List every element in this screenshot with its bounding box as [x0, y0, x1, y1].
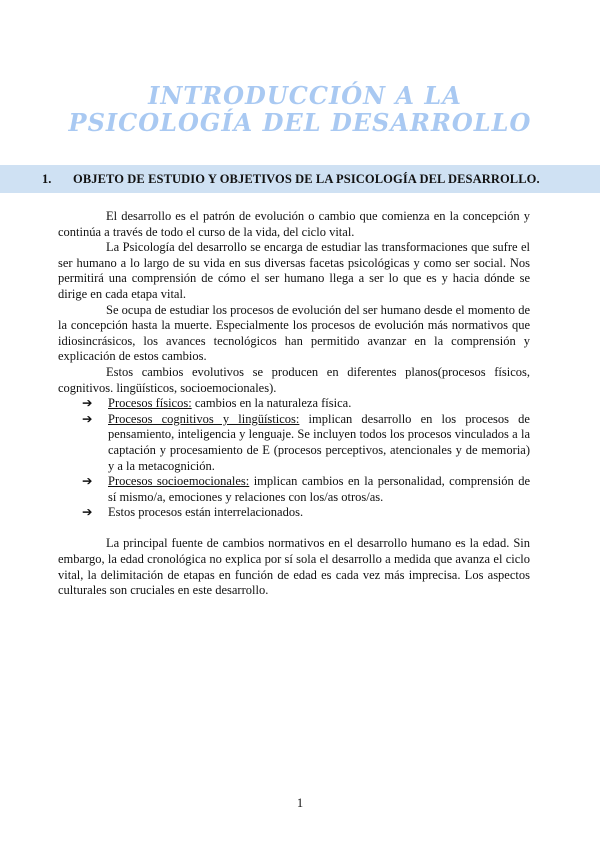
list-item — [82, 474, 530, 505]
page-number: 1 — [296, 796, 304, 810]
arrow-right-icon: ➔ — [82, 474, 93, 489]
arrow-right-icon: ➔ — [82, 505, 93, 520]
list-item — [82, 505, 530, 521]
list-item-term: Procesos socioemocionales: — [108, 474, 250, 489]
paragraph: Se ocupa de estudiar los procesos de evolución del ser humano desde el momento de la concepción hasta la muerte. Especialmente los procesos de evolución más normativos que idiosincrásicos, los avances tecnológicos han permitido avanzar en la comprensión y explicación de estos cambios. — [58, 302, 530, 364]
list-item-term: Procesos cognitivos y lingüísticos: — [108, 411, 300, 426]
list-item-text: implican desarrollo en los procesos de pensamiento, inteligencia y lenguaje. Se incluyen todos los procesos vinculados a la captación y procesamiento de E (procesos perceptivos, atencionales y de memoria) y a la metacognición. — [108, 411, 530, 473]
document-body — [58, 209, 530, 599]
section-heading-bar — [0, 165, 600, 193]
list-item-text: Estos procesos están interrelacionados. — [108, 505, 304, 520]
list-item — [82, 396, 530, 412]
section-heading: OBJETO DE ESTUDIO Y OBJETIVOS DE LA PSICOLOGÍA DEL DESARROLLO. — [73, 172, 540, 186]
paragraph: El desarrollo es el patrón de evolución o cambio que comienza en la concepción y continúa a través de todo el curso de la vida, del ciclo vital. — [58, 209, 530, 239]
arrow-right-icon: ➔ — [82, 411, 93, 426]
paragraph: La Psicología del desarrollo se encarga de estudiar las transformaciones que sufre el ser humano a lo largo de su vida en sus diversas facetas psicológicas y como ser social. Nos permitirá una comprensión de cómo el ser humano llega a ser lo que es y hacia dónde se dirige en cada etapa vital. — [58, 240, 530, 301]
list-item-text: implican cambios en la personalidad, comprensión de sí mismo/a, emociones y relaciones con los/as otros/as. — [108, 474, 530, 504]
arrow-right-icon: ➔ — [82, 396, 93, 411]
paragraph: Estos cambios evolutivos se producen en diferentes planos(procesos físicos, cognitivos. lingüísticos, socioemocionales). — [58, 364, 530, 395]
paragraph: La principal fuente de cambios normativos en el desarrollo humano es la edad. Sin embargo, la edad cronológica no explica por sí sola el desarrollo a medida que avanza el ciclo vital, la delimitación de etapas en función de edad es cada vez más imprecisa. Los aspectos culturales son cruciales en este desarrollo. — [58, 536, 530, 598]
list-item — [82, 411, 530, 474]
list-item-text: cambios en la naturaleza física. — [191, 396, 352, 411]
document-title-line2: PSICOLOGÍA DEL DESARROLLO — [68, 108, 532, 137]
section-number: 1. — [42, 172, 52, 186]
list-item-term: Procesos físicos: — [108, 396, 192, 411]
document-title-line1: INTRODUCCIÓN A LA — [148, 81, 462, 110]
bullet-list — [58, 396, 530, 521]
